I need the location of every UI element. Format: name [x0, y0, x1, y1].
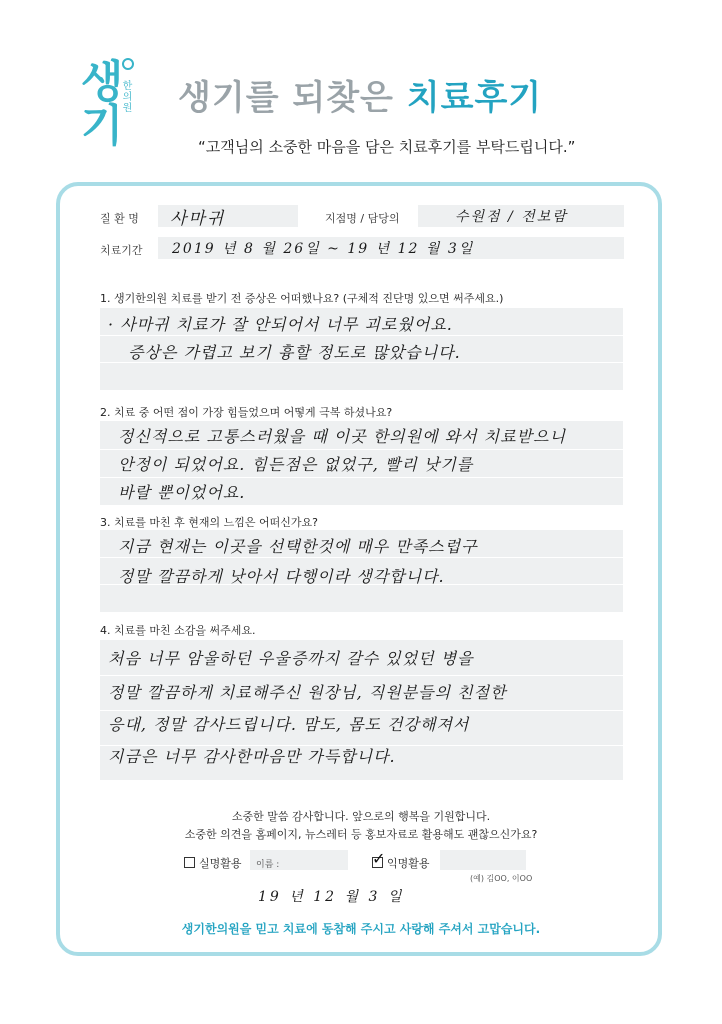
answer-2-line-1: 정신적으로 고통스러웠을 때 이곳 한의원에 와서 치료받으니 [118, 427, 566, 446]
answer-3-line-2: 정말 깔끔하게 낫아서 다행이라 생각합니다. [118, 567, 445, 586]
title-part-1: 생기를 되찾은 [178, 78, 407, 118]
name-example: (예) 김OO, 이OO [470, 874, 533, 883]
answer-1-line-2: 증상은 가렵고 보기 흉할 정도로 많았습니다. [128, 343, 461, 362]
period-value: 2019 년 8 월 26일 ~ 19 년 12 월 3일 [172, 241, 475, 257]
anonymous-checkbox[interactable] [372, 849, 386, 868]
answer-2-line-3: 바랄 뿐이었어요. [118, 483, 246, 502]
disease-value: 사마귀 [170, 209, 226, 229]
branch-label: 지점명 / 담당의 [325, 212, 400, 225]
name-field-label: 이름 : [256, 860, 280, 870]
anonymous-label: 익명활용 [387, 857, 430, 870]
real-name-checkbox[interactable] [184, 857, 195, 868]
logo-main-text: 생기 [72, 58, 123, 146]
answer-3-line-1: 지금 현재는 이곳을 선택한것에 매우 만족스럽구 [118, 537, 478, 556]
answer-4-line-3: 응대, 정말 감사드립니다. 맘도, 몸도 건강해져서 [108, 715, 470, 734]
real-name-option[interactable] [184, 855, 242, 871]
question-4: 4. 치료를 마친 소감을 써주세요. [100, 624, 256, 637]
answer-4-line-1: 처음 너무 암울하던 우울증까지 갈수 있었던 병을 [108, 649, 474, 668]
logo-dot-icon [122, 58, 134, 70]
real-name-label: 실명활용 [199, 857, 242, 870]
title-part-2: 치료후기 [406, 78, 543, 118]
answer-4-line-4: 지금은 너무 감사한마음만 가득합니다. [108, 747, 396, 766]
page-subtitle: “고객님의 소중한 마음을 담은 치료후기를 부탁드립니다.” [198, 138, 576, 156]
answer-4-line-2: 정말 깔끔하게 치료해주신 원장님, 직원분들의 친절한 [108, 683, 507, 702]
logo-sub-text: 한의원 [120, 80, 131, 113]
clinic-logo [60, 58, 140, 168]
footer-message: 생기한의원을 믿고 치료에 동참해 주시고 사랑해 주셔서 고맙습니다. [181, 922, 541, 936]
period-label: 치료기간 [100, 244, 143, 257]
question-2: 2. 치료 중 어떤 점이 가장 힘들었으며 어떻게 극복 하셨나요? [100, 406, 393, 419]
question-1: 1. 생기한의원 치료를 받기 전 증상은 어떠했나요? (구체적 진단명 있으면 써주세요.) [100, 292, 504, 305]
question-3: 3. 치료를 마친 후 현재의 느낌은 어떠신가요? [100, 516, 318, 529]
check-mark-icon: ✓ [372, 849, 386, 868]
page-title [178, 70, 542, 119]
submission-date: 19 년 12 월 3 일 [258, 889, 405, 905]
answer-2-line-2: 안정이 되었어요. 힘든점은 없었구, 빨리 낫기를 [118, 455, 474, 474]
disease-label: 질 환 명 [100, 212, 139, 225]
branch-value: 수원점 / 전보람 [455, 209, 568, 225]
closing-consent-question: 소중한 의견을 홈페이지, 뉴스레터 등 홍보자료로 활용해도 괜찮으신가요? [184, 828, 538, 841]
anonymous-name-field[interactable] [440, 850, 526, 870]
closing-thanks: 소중한 말씀 감사합니다. 앞으로의 행복을 기원합니다. [231, 810, 491, 823]
anonymous-option[interactable] [372, 849, 430, 871]
answer-1-line-1: · 사마귀 치료가 잘 안되어서 너무 괴로웠어요. [108, 315, 453, 334]
